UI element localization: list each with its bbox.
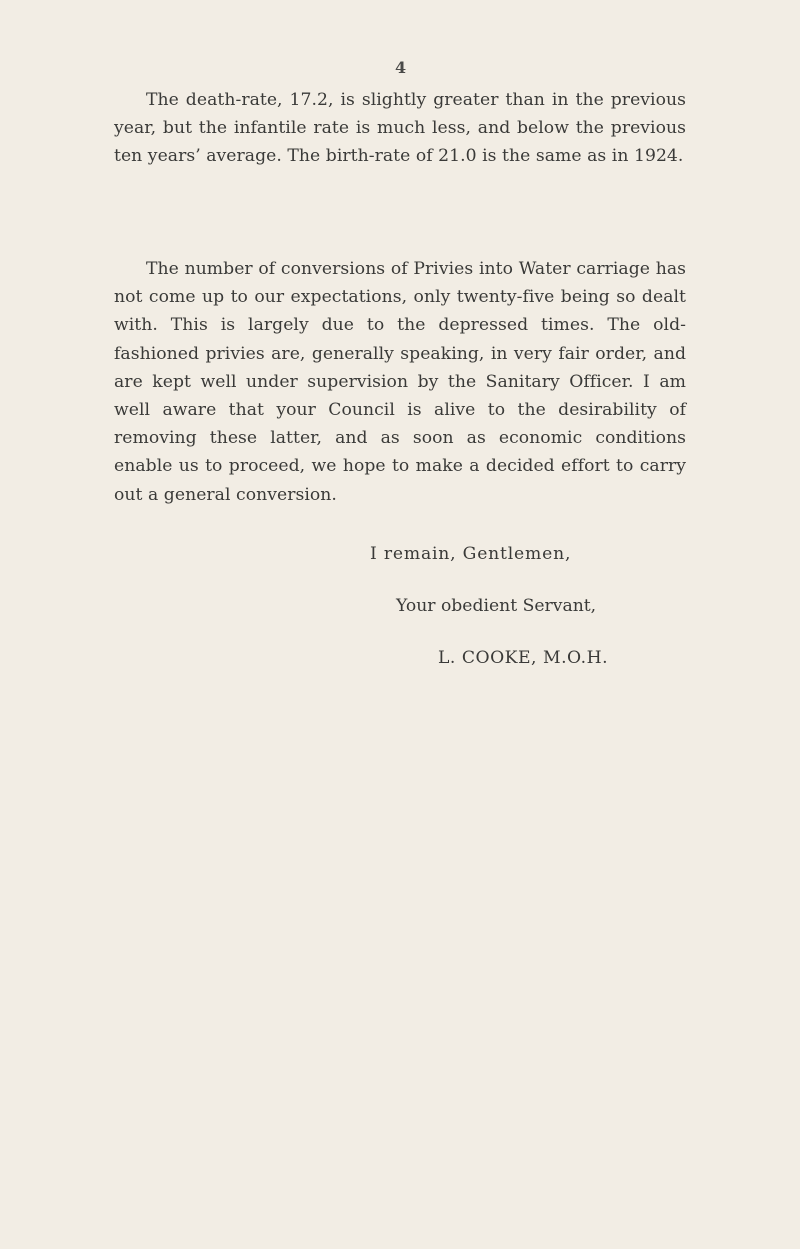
closing-salutation: I remain, Gentlemen, — [370, 544, 572, 564]
page-number: 4 — [395, 58, 407, 77]
signature: L. COOKE, M.O.H. — [438, 648, 609, 668]
paragraph-privy-conversions: The number of conversions of Privies into Water carriage has not come up to our expectations, only twenty-five being so dealt with. This is largely due to the depressed times. The old-fashioned privies are, generally speaking, in very fair order, and are kept well under supervision by the Sanitary Officer. I am well aware that your Council is alive to the desirability of removing these latter, and as soon as economic conditions enable us to proceed, we hope to make a decided effort to carry out a general conversion. — [114, 259, 686, 505]
closing-servant-line: Your obedient Servant, — [396, 596, 597, 616]
paragraph-vital-statistics: The death-rate, 17.2, is slightly greater than in the previous year, but the infantile rate is much less, and below the previous ten years’ average. The birth-rate of 21.0 is the same as in 1924. — [114, 90, 686, 167]
